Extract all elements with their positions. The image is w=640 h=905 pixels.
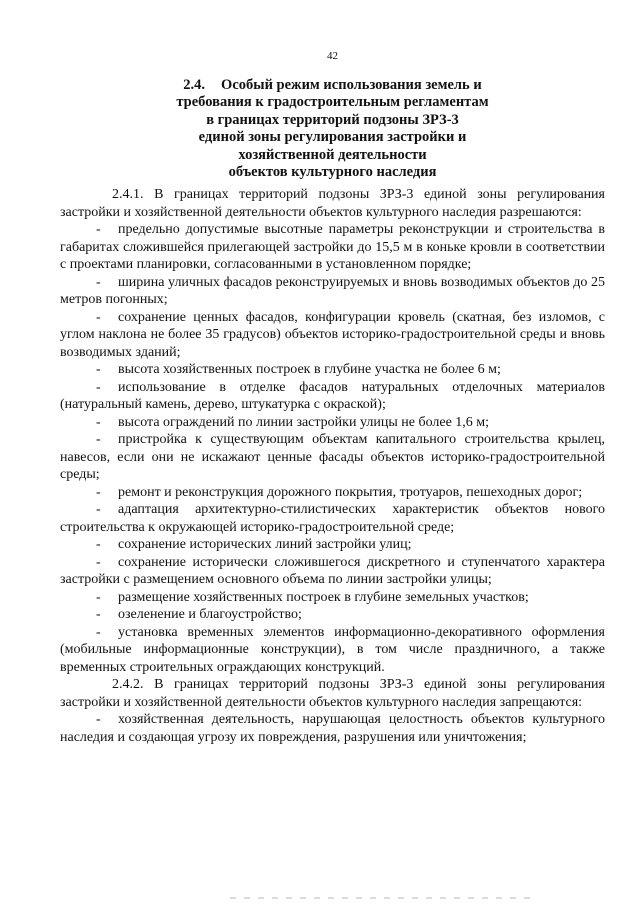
dash-marker: - [96,712,101,727]
dash-marker: - [96,484,101,500]
list-item-text: адаптация архитектурно-стилистических характеристик объектов нового строительства к окружающей историко-градостроительной среде; [60,502,605,535]
list-item [60,554,605,589]
list-item-text: высота ограждений по линии застройки улицы не более 1,6 м; [118,414,490,430]
list-item [60,431,605,484]
list-item [60,274,605,309]
list-item-text: предельно допустимые высотные параметры реконструкции и строительства в габаритах сложившейся прилегающей застройки до 15,5 м в коньке кровли в соответствии с проектами планировки, согласованными в установленном порядке; [60,222,605,272]
list-item-text: ширина уличных фасадов реконструируемых и вновь возводимых объектов до 25 метров погонных; [60,274,605,307]
list-item-text: хозяйственная деятельность, нарушающая целостность объектов культурного наследия и создающая угрозу их повреждения, разрушения или уничтожения; [60,712,605,745]
dash-marker: - [96,379,101,395]
dash-marker: - [96,309,101,325]
dash-marker: - [96,432,101,447]
document-body [60,186,605,746]
heading-line: в границах территорий подзоны ЗРЗ-3 [206,111,459,128]
dash-marker: - [96,607,101,622]
list-item [60,361,605,379]
list-item-text: пристройка к существующим объектам капитального строительства крылец, навесов, если они не искажают ценные фасады объектов историко-градостроительной среды; [60,432,605,482]
list-item-text: сохранение ценных фасадов, конфигурации кровель (скатная, без изломов, с углом наклона не более 35 градусов) объектов историко-градостроительной среды и вновь возводимых зданий; [60,309,605,360]
page-number: 42 [327,50,338,62]
dash-marker: - [96,589,101,605]
scan-artifact [230,897,530,899]
list-item-text: сохранение исторически сложившегося дискретного и ступенчатого характера застройки с размещением основного объема по линии застройки улицы; [60,554,605,587]
heading-number: 2.4. [183,77,206,93]
list-item-text: использование в отделке фасадов натуральных отделочных материалов (натуральный камень, дерево, штукатурка с окраской); [60,379,605,412]
heading-line: хозяйственной деятельности [238,146,427,163]
heading-line [90,77,575,94]
list-item [60,221,605,274]
list-item-text: высота хозяйственных построек в глубине участка не более 6 м; [118,362,501,377]
dash-marker: - [96,274,101,290]
list-item-text: сохранение исторических линий застройки улиц; [118,537,412,552]
heading-line: единой зоны регулирования застройки и [198,129,467,146]
list-item [60,624,605,677]
list-item [60,606,605,624]
list-item-text: озеленение и благоустройство; [118,607,302,622]
dash-marker: - [96,624,101,640]
dash-marker: - [96,554,101,570]
list-item [60,711,605,746]
list-item [60,379,605,414]
dash-marker: - [96,222,101,237]
heading-text: Особый режим использования земель и [221,77,482,93]
dash-marker: - [96,414,101,430]
clause-2-4-2-intro: 2.4.2. В границах территорий подзоны ЗРЗ-3 единой зоны регулирования застройки и хозяйственной деятельности объектов культурного наследия запрещаются: [60,677,605,710]
heading-line: объектов культурного наследия [228,164,437,181]
list-item-text: размещение хозяйственных построек в глубине земельных участков; [118,589,529,605]
dash-marker: - [96,537,101,552]
list-item [60,589,605,607]
dash-marker: - [96,502,101,517]
section-heading [90,77,575,181]
list-item [60,309,605,362]
dash-marker: - [96,362,101,377]
list-item [60,484,605,502]
list-item-text: ремонт и реконструкция дорожного покрытия, тротуаров, пешеходных дорог; [118,484,583,500]
heading-line: требования к градостроительным регламентам [176,94,489,111]
list-item [60,536,605,554]
document-page [60,0,605,905]
list-item-text: установка временных элементов информационно-декоративного оформления (мобильные информационные конструкции), в том числе праздничного, а также временных строительных ограждающих конструкций. [60,624,605,675]
list-item [60,414,605,432]
list-item [60,501,605,536]
clause-2-4-1-intro: 2.4.1. В границах территорий подзоны ЗРЗ-3 единой зоны регулирования застройки и хозяйственной деятельности объектов культурного наследия разрешаются: [60,187,605,220]
